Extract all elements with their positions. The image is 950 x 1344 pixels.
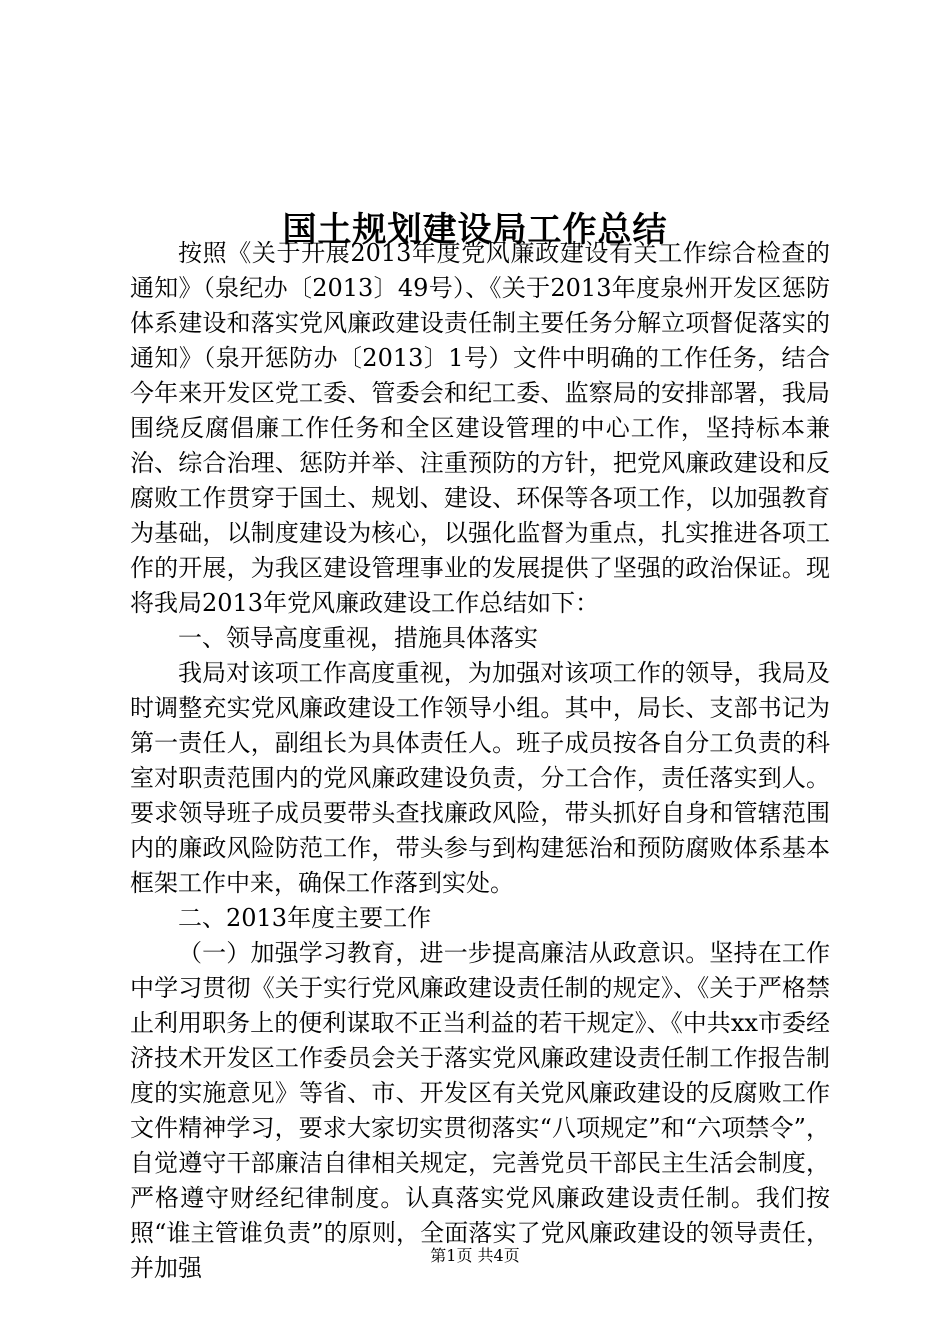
paragraph-leadership: 我局对该项工作高度重视，为加强对该项工作的领导，我局及时调整充实党风廉政建设工作领导小组。其中，局长、支部书记为第一责任人，副组长为具体责任人。班子成员按各自分工负责的科室对职责范围内的党风廉政建设负责，分工合作，责任落实到人。要求领导班子成员要带头查找廉政风险，带头抓好自身和管辖范围内的廉政风险防范工作，带头参与到构建惩治和预防腐败体系基本框架工作中来，确保工作落到实处。 [130, 659, 830, 897]
document-title: 国土规划建设局工作总结 [282, 209, 668, 250]
document-body [130, 236, 830, 1286]
page-footer: 第1页 共4页 [430, 1246, 520, 1265]
section-heading-2: 二、2013年度主要工作 [178, 904, 432, 932]
paragraph-study-education: （一）加强学习教育，进一步提高廉洁从政意识。坚持在工作中学习贯彻《关于实行党风廉政建设责任制的规定》、《关于严格禁止利用职务上的便利谋取不正当利益的若干规定》、《中共xx市委经济技术开发区工作委员会关于落实党风廉政建设责任制工作报告制度的实施意见》等省、市、开发区有关党风廉政建设的反腐败工作文件精神学习，要求大家切实贯彻落实“八项规定”和“六项禁令”，自觉遵守干部廉洁自律相关规定，完善党员干部民主生活会制度，严格遵守财经纪律制度。认真落实党风廉政建设责任制。我们按照“谁主管谁负责”的原则，全面落实了党风廉政建设的领导责任，并加强 [130, 939, 830, 1282]
paragraph-intro: 按照《关于开展2013年度党风廉政建设有关工作综合检查的通知》（泉纪办〔2013〕49号）、《关于2013年度泉州开发区惩防体系建设和落实党风廉政建设责任制主要任务分解立项督促落实的通知》（泉开惩防办〔2013〕1号）文件中明确的工作任务，结合今年来开发区党工委、管委会和纪工委、监察局的安排部署，我局围绕反腐倡廉工作任务和全区建设管理的中心工作，坚持标本兼治、综合治理、惩防并举、注重预防的方针，把党风廉政建设和反腐败工作贯穿于国土、规划、建设、环保等各项工作，以加强教育为基础，以制度建设为核心，以强化监督为重点，扎实推进各项工作的开展，为我区建设管理事业的发展提供了坚强的政治保证。现将我局2013年党风廉政建设工作总结如下： [130, 239, 830, 617]
section-heading-1: 一、领导高度重视，措施具体落实 [178, 624, 538, 652]
